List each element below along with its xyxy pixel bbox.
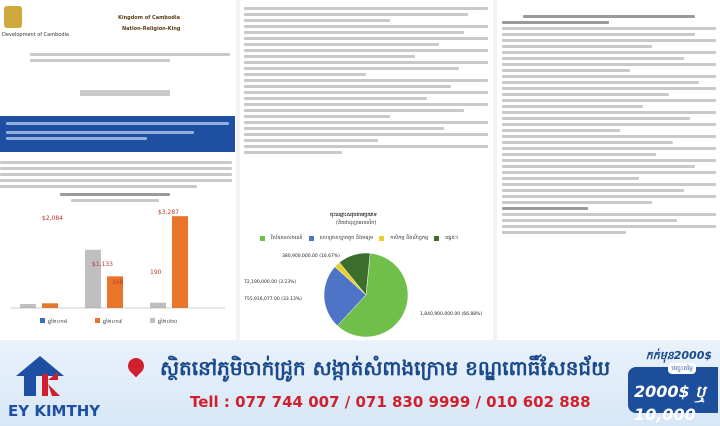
pie-label: 755,916,077.00 (33.13%) <box>244 297 302 302</box>
promo-big: 2000$ ឬ 10,000 <box>634 382 706 424</box>
chart-bar <box>20 304 36 308</box>
legend-swatch <box>150 318 155 323</box>
legend-label: ឆ្នាំ២០១៨ <box>48 319 68 325</box>
pie-subtitle: (គិតជាដុល្លារអាមេរិក) <box>336 220 377 226</box>
chart-data-label: $2,084 <box>42 215 63 222</box>
document-column-2 <box>240 0 492 340</box>
pie-label: 380,900,000.00 (16.67%) <box>282 254 340 259</box>
column-2-text <box>244 4 488 157</box>
phone-numbers[interactable]: Tell : 077 744 007 / 071 830 9999 / 010 602 888 <box>190 393 591 411</box>
emblem-icon <box>4 6 22 28</box>
promo-top: កក់មុន2000$ <box>645 349 712 362</box>
chart-data-label: $1,133 <box>92 261 113 268</box>
column-3-text <box>502 12 716 237</box>
chart-bar <box>172 216 188 308</box>
bar-chart <box>0 200 232 330</box>
chart-bar <box>150 303 166 308</box>
brand-logo[interactable] <box>8 350 128 422</box>
address-text: ស្ថិតនៅភូមិចាក់ជ្រូក សង្កាត់សំពាងក្រោម ខណ្ឌពោធិ៍សែនជ័យ <box>160 356 611 380</box>
brand-name: EY KIMTHY <box>8 402 101 420</box>
dept-name: Development of Cambodia <box>2 32 69 38</box>
motto-label: Nation-Religion-King <box>122 26 181 32</box>
kingdom-label: Kingdom of Cambodia <box>118 15 180 21</box>
doc-heading <box>80 90 170 96</box>
document-column-3 <box>498 0 720 340</box>
column-divider <box>493 0 497 340</box>
legend-label: ឆ្នាំ២០២០ <box>158 319 178 325</box>
house-logo-icon <box>10 350 70 400</box>
highlight-banner <box>0 116 235 152</box>
chart-data-label: 190 <box>150 269 162 276</box>
legend-label: ឆ្នាំ២០១៩ <box>103 319 123 325</box>
body-paragraph <box>0 158 232 191</box>
promo-mid: បញ្ចុះតម្លៃ <box>668 363 696 374</box>
pie-title: ចុះឈ្មោះសរុបតាមប្រភេទ <box>330 212 377 218</box>
chart-data-label: $3,287 <box>158 209 179 216</box>
chart-bar <box>85 250 101 308</box>
chart-data-label: 168 <box>112 279 124 286</box>
pie-label: 72,190,000.00 (3.23%) <box>244 280 297 285</box>
pie-chart <box>240 245 492 340</box>
document-column-1 <box>0 0 235 340</box>
doc-text-block <box>30 50 230 65</box>
pie-label: 1,840,900,000.00 (66.88%) <box>420 312 483 317</box>
legend-swatch <box>95 318 100 323</box>
pie-legend: វិស័យទេសចរណ៍ សហគ្រាសខ្នាតតូច និងមធ្យម កសិកម្ម និងសិប្បកម្ម ផ្សេងៗ <box>260 235 458 242</box>
promo-badge[interactable] <box>600 345 718 424</box>
chart-bar <box>42 303 58 308</box>
legend-swatch <box>40 318 45 323</box>
